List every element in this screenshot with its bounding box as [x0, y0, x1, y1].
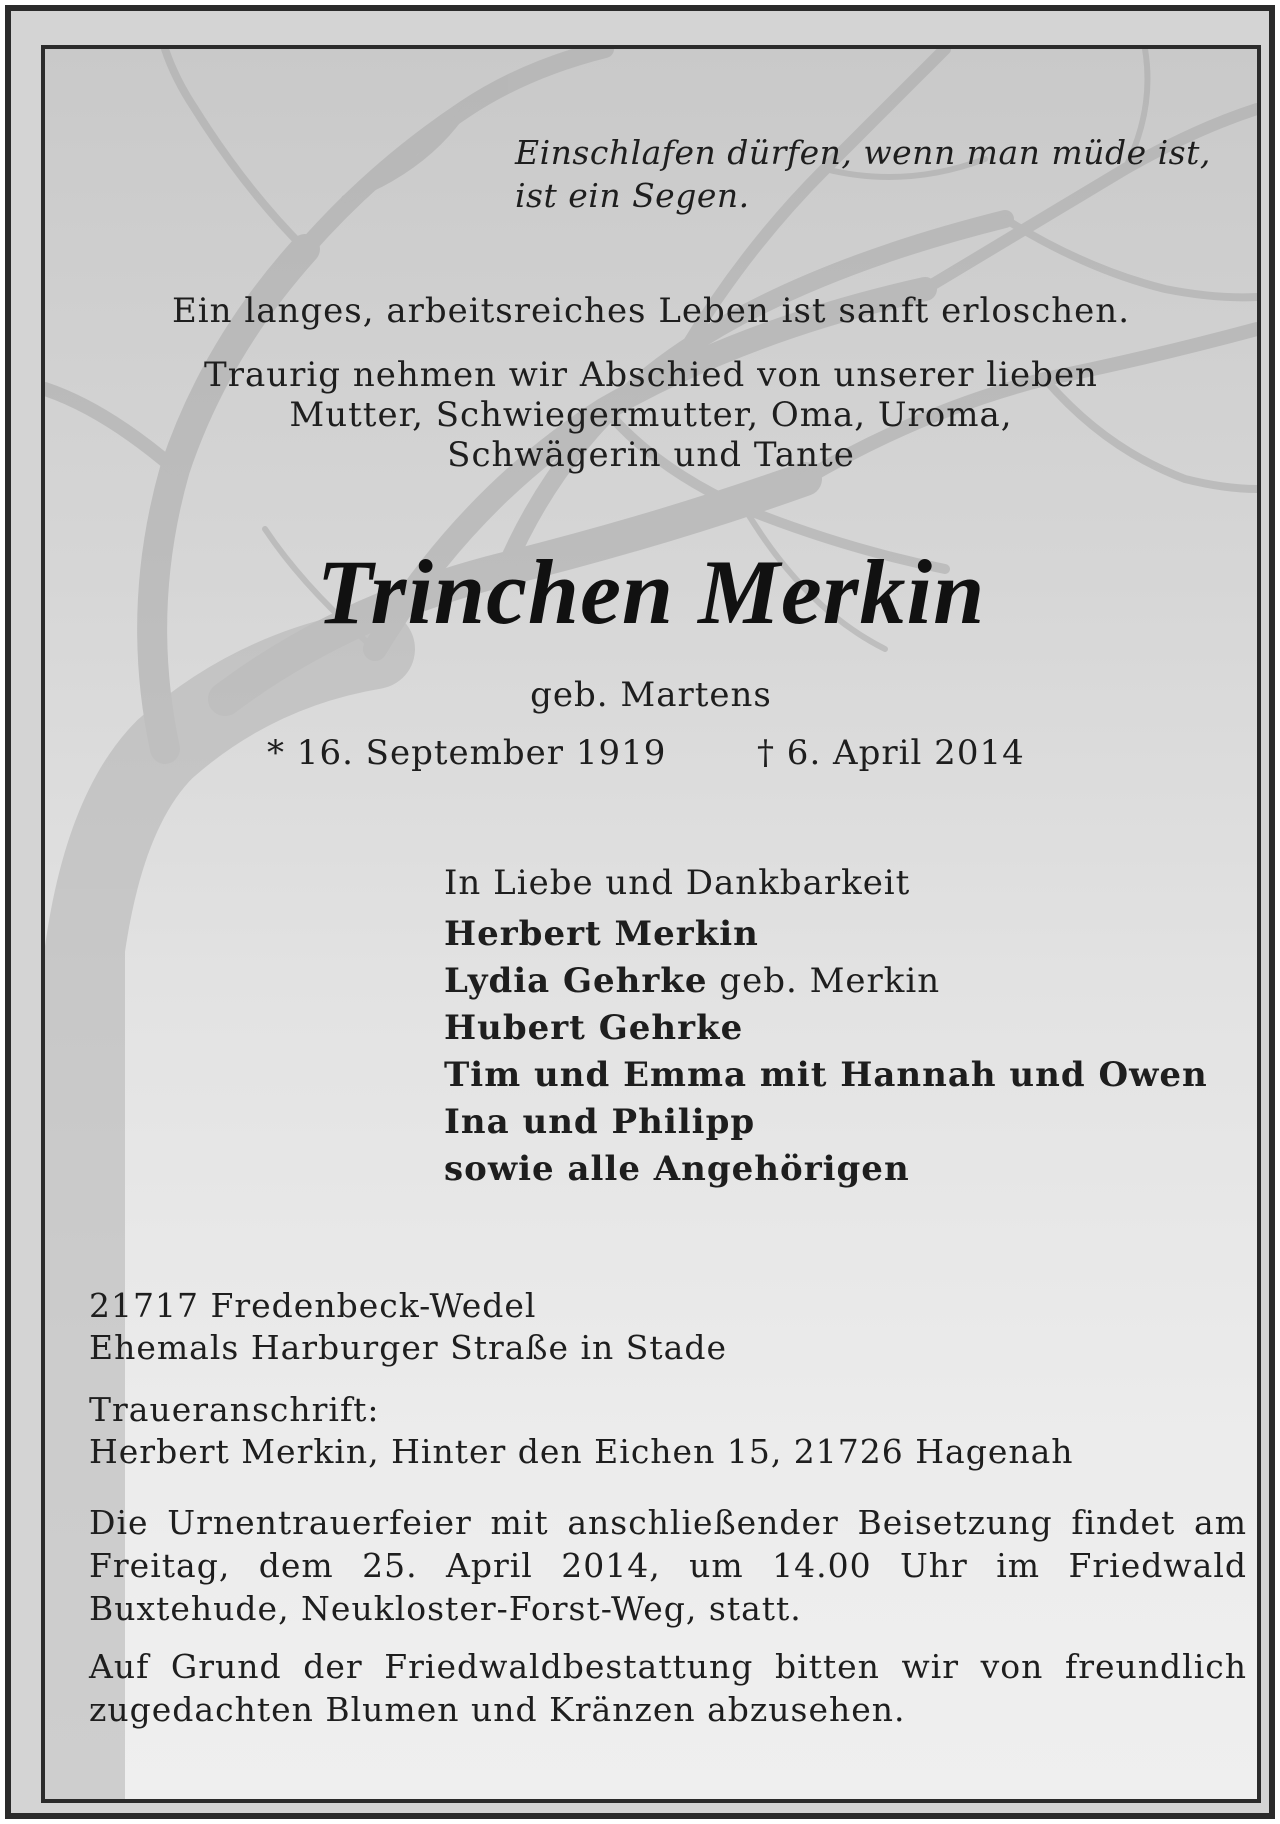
mourner-row [444, 1005, 1208, 1052]
motto-line-2: ist ein Segen. [515, 176, 750, 215]
mourner-name: Lydia Gehrke [444, 961, 708, 1001]
notice-content [45, 49, 1257, 1799]
mourner-name: sowie alle Angehörigen [444, 1149, 910, 1189]
mourner-name: Tim und Emma mit Hannah und Owen [444, 1055, 1208, 1095]
mourner-row [444, 958, 1208, 1005]
notice-inner-frame [41, 45, 1261, 1803]
mourners-lead: In Liebe und Dankbarkeit [444, 863, 911, 903]
intro-text: Ein langes, arbeitsreiches Leben ist sanft erloschen. [171, 291, 1131, 331]
death-date: † 6. April 2014 [757, 733, 1025, 773]
birth-date: * 16. September 1919 [267, 733, 667, 773]
birth-name: geb. Martens [530, 675, 772, 715]
mourner-extra: geb. Merkin [707, 961, 941, 1001]
mourner-row [444, 1146, 1208, 1193]
mourner-name: Hubert Gehrke [444, 1008, 744, 1048]
mourning-address [89, 1389, 1247, 1473]
motto-line-1: Einschlafen dürfen, wenn man müde ist, [515, 133, 1211, 172]
mourner-name: Ina und Philipp [444, 1102, 756, 1142]
flowers-note: Auf Grund der Friedwaldbestattung bitten wir von freundlich zugedachten Blumen und Kränzen abzusehen. [89, 1647, 1247, 1729]
mourning-address-label: Traueranschrift: [89, 1390, 380, 1429]
farewell-line-1: Traurig nehmen wir Abschied von unserer lieben [204, 355, 1098, 395]
farewell-line-2: Mutter, Schwiegermutter, Oma, Uroma, [289, 395, 1013, 435]
mourner-row [444, 911, 1208, 958]
mourner-row [444, 1099, 1208, 1146]
residence-address [89, 1285, 1247, 1369]
motto-quote [515, 131, 1235, 217]
address-line-2: Ehemals Harburger Straße in Stade [89, 1328, 727, 1367]
mourners-list [444, 859, 1208, 1193]
ceremony-text: Die Urnentrauerfeier mit anschließender Beisetzung findet am Freitag, dem 25. April 2014, um 14.00 Uhr im Friedwald Buxtehude, Neukloster-Forst-Weg, statt. [89, 1503, 1247, 1628]
deceased-name: Trinchen Merkin [316, 541, 986, 643]
mourner-row [444, 1052, 1208, 1099]
address-line-1: 21717 Fredenbeck-Wedel [89, 1286, 537, 1325]
notice-outer-frame [5, 5, 1275, 1819]
farewell-line-3: Schwägerin und Tante [447, 435, 855, 475]
mourner-name: Herbert Merkin [444, 914, 759, 954]
mourning-address-value: Herbert Merkin, Hinter den Eichen 15, 21726 Hagenah [89, 1432, 1074, 1471]
farewell-text [45, 355, 1257, 475]
